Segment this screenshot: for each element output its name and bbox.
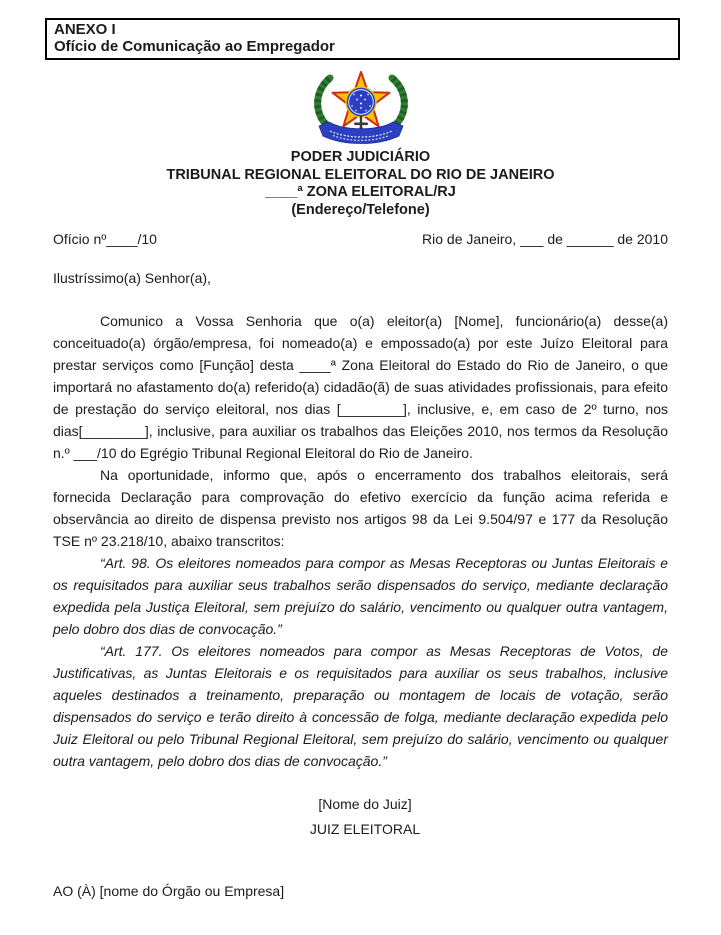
- addressee-line: AO (À) [nome do Órgão ou Empresa]: [53, 883, 285, 899]
- signature-block: [0, 792, 721, 842]
- body-paragraph: Na oportunidade, informo que, após o encerramento dos trabalhos eleitorais, será fornecida Declaração para comprovação do efetivo exercício da função acima referida e observância ao direito de dispensa previsto nos artigos 98 da Lei 9.504/97 e 177 da Resolução TSE nº 23.218/10, abaixo transcritos:: [53, 467, 668, 549]
- reference-row: [53, 231, 668, 247]
- brazil-coat-of-arms-icon: [299, 70, 423, 148]
- judge-name-placeholder: [Nome do Juiz]: [318, 796, 412, 812]
- judge-title: JUIZ ELEITORAL: [309, 821, 421, 837]
- legal-quote-art-98: “Art. 98. Os eleitores nomeados para compor as Mesas Receptoras ou Juntas Eleitorais e os requisitados para auxiliar seus trabalhos serão dispensados do serviço, mediante declaração expedida pela Justiça Eleitoral, sem prejuízo do salário, vencimento ou qualquer outra vantagem, pelo dobro dos dias de convocação.”: [53, 555, 668, 637]
- dateline: Rio de Janeiro, ___ de ______ de 2010: [422, 231, 668, 247]
- annex-subtitle: Ofício de Comunicação ao Empregador: [54, 38, 335, 55]
- letterhead-court: TRIBUNAL REGIONAL ELEITORAL DO RIO DE JANEIRO: [166, 166, 555, 183]
- annex-header-box: [45, 18, 680, 60]
- oficio-number: Ofício nº____/10: [53, 231, 157, 247]
- letterhead-zone: ____ª ZONA ELEITORAL/RJ: [265, 184, 456, 200]
- body-paragraph: Comunico a Vossa Senhoria que o(a) eleitor(a) [Nome], funcionário(a) desse(a) conceituado(a) órgão/empresa, foi nomeado(a) e empossado(a) por este Juízo Eleitoral para prestar serviços como [Função] desta ____ª Zona Eleitoral do Estado do Rio de Janeiro, o que importará no afastamento do(a) referido(a) cidadão(ã) de suas atividades profissionais, para efeito de prestação do serviço eleitoral, nos dias [________], inclusive, e, em caso de 2º turno, nos dias[________], inclusive, para auxiliar os trabalhos das Eleições 2010, nos termos da Resolução n.º ___/10 do Egrégio Tribunal Regional Eleitoral do Rio de Janeiro.: [53, 313, 668, 461]
- legal-quote-art-177: “Art. 177. Os eleitores nomeados para compor as Mesas Receptoras de Votos, de Justificativas, as Juntas Eleitorais e os requisitados para auxiliar os seus trabalhos, inclusive aqueles destinados a treinamento, preparação ou montagem de locais de votação, serão dispensados do serviço e terão direito à concessão de folga, mediante declaração expedida pelo Juiz Eleitoral ou pelo Tribunal Regional Eleitoral, sem prejuízo do salário, vencimento ou qualquer outra vantagem, pelo dobro dos dias de convocação.”: [53, 643, 668, 769]
- letterhead-branch: PODER JUDICIÁRIO: [290, 149, 431, 165]
- salutation: Ilustríssimo(a) Senhor(a),: [53, 270, 211, 286]
- letter-body: [53, 310, 668, 772]
- annex-title: ANEXO I: [54, 21, 116, 38]
- letterhead: [0, 149, 721, 219]
- letterhead-contact: (Endereço/Telefone): [291, 201, 430, 218]
